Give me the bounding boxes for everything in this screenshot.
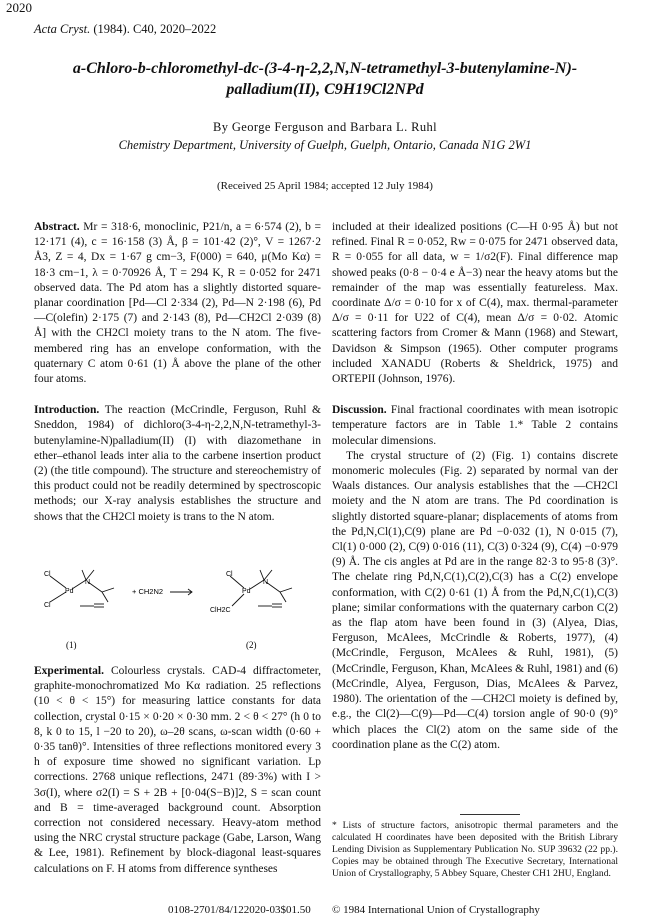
introduction-paragraph	[34, 403, 321, 525]
scheme-pd-atom-1: Pd	[65, 588, 74, 595]
compound-2-structure	[230, 570, 292, 607]
scheme-ch2cl-group: ClH2C	[210, 607, 231, 614]
journal-volume: (1984). C40, 2020–2022	[93, 22, 217, 36]
experimental-continued: included at their idealized positions (C—H 0·95 Å) but not refined. Final R = 0·052, Rw = 0·075 for 2471 observed data, R = 0·055 for all data, w = 1/σ2(F). Final difference map showed peaks (0·8 − 0·4 e Å−3) near the heavy atoms but the remainder of the map was essentially featureless. Max. coordinate Δ/σ = 0·10 for x of C(4), max. thermal-parameter Δ/σ = 0·11 for U22 of C(4), mean Δ/σ = 0·02. Atomic scattering factors from Cromer & Mann (1968) and Stewart, Davidson & Simpson (1965). Other computer programs included XANADU (Roberts & Sheldrick, 1975) and ORTEPII (Johnson, 1976).	[332, 221, 618, 386]
compound-label-2: (2)	[246, 640, 257, 650]
compound-label-1: (1)	[66, 640, 77, 650]
scheme-cl-atom-1a: Cl	[44, 571, 51, 578]
issn-code: 0108-2701/84/122020-03$01.50	[168, 904, 311, 916]
scheme-n-atom-1: N	[85, 579, 91, 586]
abstract-text: Mr = 318·6, monoclinic, P21/n, a = 6·574 (2), b = 12·171 (4), c = 16·158 (3) Å, β = 101·42 (2)°, V = 1267·2 Å3, Z = 4, Dx = 1·67 g cm−3, F(000) = 640, μ(Mo Kα) = 18·3 cm−1, λ = 0·70926 Å, T = 294 K, R = 0·052 for 2471 observed data. The Pd atom has a slightly distorted square-planar coordination [Pd—Cl 2·334 (2), Pd—N 2·198 (6), Pd—C(olefin) 2·175 (7) and 2·143 (8), Pd—CH2Cl 2·039 (8) Å] with the CH2Cl moiety trans to the N atom. The five-membered ring has an envelope conformation, with the quaternary C atom 0·61 (1) Å above the plane of the other four atoms.	[34, 221, 322, 386]
compound-1-structure	[50, 570, 114, 607]
left-column	[34, 220, 321, 525]
scheme-pd-atom-2: Pd	[242, 588, 251, 595]
journal-citation	[34, 22, 216, 37]
reaction-scheme	[36, 562, 320, 654]
abstract-paragraph	[34, 220, 321, 387]
scheme-n-atom-2: N	[263, 579, 269, 586]
affiliation: Chemistry Department, University of Guelph, Guelph, Ontario, Canada N1G 2W1	[118, 138, 532, 152]
authors: By George Ferguson and Barbara L. Ruhl	[212, 120, 438, 134]
introduction-text: The reaction (McCrindle, Ferguson, Ruhl & Sneddon, 1984) of dichloro(3-4-η-2,2,N,N-tetramethyl-3-butenylamine-N)palladium(II) (I) with diazomethane in ether–ethanol leads inter alia to the carbene insertion product (2) (the title compound). The structure and stereochemistry of this product could not be readily determined by spectroscopic methods; our X-ray analysis establishes the structure and shows that the CH2Cl moiety is trans to the N atom.	[34, 404, 321, 523]
discussion-text-1: Final fractional coordinates with mean isotropic temperature factors are in Table 1.* Table 2 contains molecular dimensions.	[332, 404, 618, 447]
introduction-heading: Introduction.	[34, 404, 100, 417]
journal-name: Acta Cryst.	[34, 22, 91, 36]
received-dates: (Received 25 April 1984; accepted 12 July 1984)	[217, 180, 433, 192]
footnote: * Lists of structure factors, anisotropic thermal parameters and the calculated H coordinates have been deposited with the British Library Lending Division as Supplementary Publication No. SUP 39632 (22 pp.). Copies may be obtained through The Executive Secretary, International Union of Crystallography, 5 Abbey Square, Chester CH1 2HU, England.	[332, 820, 618, 879]
experimental-heading: Experimental.	[34, 665, 104, 677]
discussion-paragraph-1	[332, 403, 618, 449]
reagent-label: + CH2N2	[132, 587, 164, 596]
abstract-heading: Abstract.	[34, 221, 80, 233]
article-title	[28, 58, 622, 100]
experimental-paragraph	[34, 664, 321, 877]
discussion-heading: Discussion.	[332, 404, 387, 417]
scheme-cl-atom-1b: Cl	[44, 602, 51, 609]
title-line-2: palladium(II), C9H19Cl2NPd	[226, 81, 424, 98]
right-column	[332, 220, 618, 753]
experimental-text: Colourless crystals. CAD-4 diffractometer, graphite-monochromatized Mo Kα radiation. 25 reflections (10 < θ < 15°) for measuring lattice constants for data collection, crystal 0·15 × 0·20 × 0·30 mm. 2 < θ < 27° (h 0 to 8, k 0 to 15, l −20 to 20), ω–2θ scans, ω-scan width (0·60 + 0·35 tanθ)°. Intensities of three reflections monitored every 3 h of exposure time showed no significant variation. Lp corrections. 2768 unique reflections, 2471 (89·3%) with I > 3σ(I), where σ2(I) = S + 2B + [0·04(S−B)]2, S = scan count and B = time-averaged background count. Absorption correction not considered necessary. Heavy-atom method using the NRC crystal structure package (Gabe, Larson, Wang & Lee, 1981). Refinement by block-diagonal least-squares calculations on F. H atoms from difference syntheses	[34, 665, 322, 875]
footnote-rule	[460, 814, 520, 815]
reaction-arrow	[170, 589, 192, 595]
scheme-cl-atom-2: Cl	[226, 571, 233, 578]
discussion-paragraph-2: The crystal structure of (2) (Fig. 1) contains discrete monomeric molecules (Fig. 2) separated by normal van der Waals distances. Our analysis establishes that the —CH2Cl moiety and the N atom are trans. The Pd coordination is slightly distorted square-planar; displacements of atoms from the Pd,N,Cl(1),C(9) plane are Pd −0·032 (1), N 0·015 (7), Cl(1) 0·000 (2), C(9) 0·016 (11), C(3) 0·324 (9), C(4) −0·979 (9) Å. The cis angles at Pd are in the range 82·3 to 95·8 (3)°. The chelate ring Pd,N,C(1),C(2),C(3) has a C(2) envelope conformation, with C(2) 0·61 (1) Å from the Pd,N,C(1),C(3) plane; similar conformations with the quaternary carbon C(2) as the flap atom have been found in (3) (Alyea, Dias, Ferguson, McAlees, McCrindle & Roberts, 1977), (4) (McCrindle, Ferguson, McAlees & Ruhl, 1981), (5) (McCrindle, Ferguson, Khan, McAlees & Ruhl, 1981) and (6) (McCrindle, Alyea, Ferguson, Dias, McAlees & Parvez, 1980). The orientation of the —CH2Cl moiety is defined by, e.g., the Cl(2)—C(9)—Pd—C(4) torsion angle of 90·0 (9)° which places the Cl(2) atom on the same side of the coordination plane as the C(2) atom.	[332, 449, 618, 751]
copyright: © 1984 International Union of Crystallography	[332, 904, 540, 916]
title-line-1: a-Chloro-b-chloromethyl-dc-(3-4-η-2,2,N,N-tetramethyl-3-butenylamine-N)-	[72, 60, 578, 77]
experimental-section	[34, 664, 321, 877]
page-number: 2020	[6, 0, 32, 15]
